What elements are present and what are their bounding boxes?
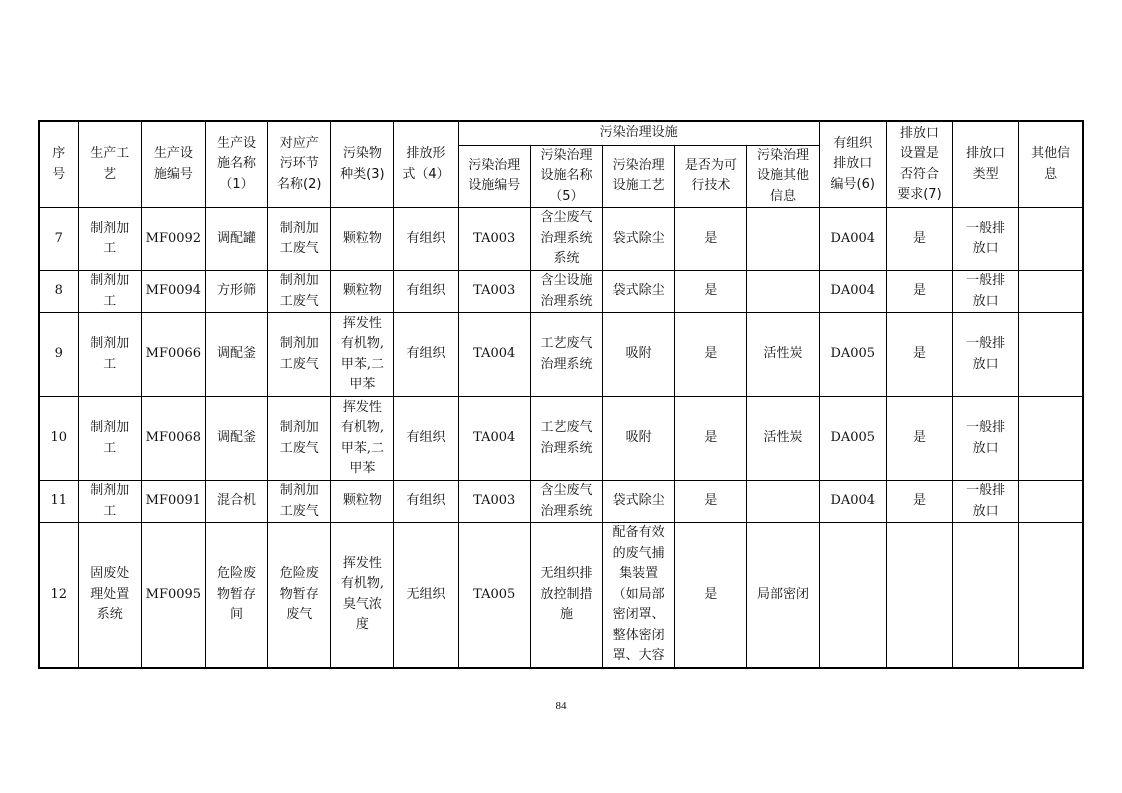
cell-facility-no: MF0068 bbox=[141, 397, 205, 481]
cell-outlet-compliant: 是 bbox=[886, 481, 952, 523]
table-row bbox=[39, 313, 1083, 397]
header-treat-name: 污染治理 设施名称 （5） bbox=[530, 145, 602, 208]
cell-pollution-node: 制剂加 工废气 bbox=[268, 313, 331, 397]
cell-treat-no: TA003 bbox=[458, 271, 530, 313]
cell-process: 制剂加 工 bbox=[78, 481, 141, 523]
cell-outlet-no: DA005 bbox=[819, 397, 886, 481]
header-emission-form: 排放形 式（4） bbox=[394, 121, 458, 208]
cell-feasible: 是 bbox=[675, 271, 747, 313]
cell-other bbox=[1019, 397, 1083, 481]
cell-outlet-compliant: 是 bbox=[886, 397, 952, 481]
cell-outlet-no: DA004 bbox=[819, 481, 886, 523]
cell-facility-name: 调配罐 bbox=[205, 208, 267, 271]
cell-treat-process: 吸附 bbox=[603, 397, 675, 481]
cell-emission-form: 无组织 bbox=[394, 523, 458, 668]
header-outlet-type: 排放口 类型 bbox=[953, 121, 1019, 208]
cell-outlet-no: DA004 bbox=[819, 208, 886, 271]
cell-treat-process: 袋式除尘 bbox=[603, 481, 675, 523]
cell-pollution-node: 制剂加 工废气 bbox=[268, 481, 331, 523]
cell-treat-other bbox=[747, 481, 819, 523]
cell-outlet-no: DA004 bbox=[819, 271, 886, 313]
header-treat-other: 污染治理 设施其他 信息 bbox=[747, 145, 819, 208]
cell-emission-form: 有组织 bbox=[394, 313, 458, 397]
cell-treat-name: 含尘设施 治理系统 bbox=[530, 271, 602, 313]
cell-treat-no: TA004 bbox=[458, 313, 530, 397]
cell-facility-no: MF0095 bbox=[141, 523, 205, 668]
cell-pollutant: 颗粒物 bbox=[331, 271, 394, 313]
header-facility-no: 生产设 施编号 bbox=[141, 121, 205, 208]
cell-outlet-compliant: 是 bbox=[886, 271, 952, 313]
header-seq: 序 号 bbox=[39, 121, 78, 208]
cell-pollutant: 挥发性 有机物, 臭气浓 度 bbox=[331, 523, 394, 668]
header-other: 其他信 息 bbox=[1019, 121, 1083, 208]
cell-outlet-type bbox=[953, 523, 1019, 668]
header-pollutant: 污染物 种类(3) bbox=[331, 121, 394, 208]
cell-feasible: 是 bbox=[675, 313, 747, 397]
cell-seq: 8 bbox=[39, 271, 78, 313]
cell-pollutant: 颗粒物 bbox=[331, 208, 394, 271]
table-row bbox=[39, 481, 1083, 523]
cell-facility-name: 混合机 bbox=[205, 481, 267, 523]
table-row bbox=[39, 397, 1083, 481]
cell-facility-name: 调配釜 bbox=[205, 397, 267, 481]
cell-pollution-node: 制剂加 工废气 bbox=[268, 208, 331, 271]
cell-facility-name: 方形筛 bbox=[205, 271, 267, 313]
header-outlet-no: 有组织 排放口 编号(6) bbox=[819, 121, 886, 208]
cell-emission-form: 有组织 bbox=[394, 481, 458, 523]
cell-pollutant: 颗粒物 bbox=[331, 481, 394, 523]
cell-outlet-type: 一般排 放口 bbox=[953, 481, 1019, 523]
cell-seq: 9 bbox=[39, 313, 78, 397]
cell-emission-form: 有组织 bbox=[394, 397, 458, 481]
cell-facility-no: MF0066 bbox=[141, 313, 205, 397]
cell-pollutant: 挥发性 有机物, 甲苯,二 甲苯 bbox=[331, 397, 394, 481]
cell-other bbox=[1019, 313, 1083, 397]
cell-process: 制剂加 工 bbox=[78, 313, 141, 397]
cell-other bbox=[1019, 481, 1083, 523]
cell-treat-name: 含尘废气 治理系统 bbox=[530, 481, 602, 523]
cell-other bbox=[1019, 208, 1083, 271]
cell-outlet-no: DA005 bbox=[819, 313, 886, 397]
cell-treat-process: 袋式除尘 bbox=[603, 271, 675, 313]
cell-seq: 10 bbox=[39, 397, 78, 481]
cell-outlet-no bbox=[819, 523, 886, 668]
cell-treat-no: TA004 bbox=[458, 397, 530, 481]
cell-outlet-type: 一般排 放口 bbox=[953, 397, 1019, 481]
cell-treat-other: 活性炭 bbox=[747, 397, 819, 481]
cell-pollution-node: 制剂加 工废气 bbox=[268, 397, 331, 481]
cell-treat-name: 工艺废气 治理系统 bbox=[530, 313, 602, 397]
cell-treat-other bbox=[747, 271, 819, 313]
table-row bbox=[39, 523, 1083, 668]
header-process: 生产工 艺 bbox=[78, 121, 141, 208]
header-pollution-node: 对应产 污环节 名称(2) bbox=[268, 121, 331, 208]
cell-feasible: 是 bbox=[675, 397, 747, 481]
cell-outlet-compliant: 是 bbox=[886, 208, 952, 271]
header-row-1 bbox=[39, 121, 1083, 145]
cell-other bbox=[1019, 523, 1083, 668]
cell-seq: 11 bbox=[39, 481, 78, 523]
cell-facility-no: MF0094 bbox=[141, 271, 205, 313]
cell-outlet-type: 一般排 放口 bbox=[953, 208, 1019, 271]
table-row bbox=[39, 208, 1083, 271]
cell-other bbox=[1019, 271, 1083, 313]
cell-feasible: 是 bbox=[675, 523, 747, 668]
cell-treat-process: 配备有效 的废气捕 集装置 （如局部 密闭罩、 整体密闭 罩、大容 bbox=[603, 523, 675, 668]
cell-facility-name: 危险废 物暂存 间 bbox=[205, 523, 267, 668]
cell-seq: 7 bbox=[39, 208, 78, 271]
cell-outlet-type: 一般排 放口 bbox=[953, 313, 1019, 397]
cell-treat-name: 无组织排 放控制措 施 bbox=[530, 523, 602, 668]
cell-treat-name: 含尘废气 治理系统 系统 bbox=[530, 208, 602, 271]
cell-emission-form: 有组织 bbox=[394, 208, 458, 271]
cell-pollution-node: 危险废 物暂存 废气 bbox=[268, 523, 331, 668]
cell-emission-form: 有组织 bbox=[394, 271, 458, 313]
header-treatment-group: 污染治理设施 bbox=[458, 121, 819, 145]
cell-treat-process: 袋式除尘 bbox=[603, 208, 675, 271]
page-number: 84 bbox=[555, 700, 567, 712]
table-row bbox=[39, 271, 1083, 313]
header-feasible: 是否为可 行技术 bbox=[675, 145, 747, 208]
cell-treat-process: 吸附 bbox=[603, 313, 675, 397]
cell-treat-no: TA005 bbox=[458, 523, 530, 668]
cell-treat-other bbox=[747, 208, 819, 271]
cell-seq: 12 bbox=[39, 523, 78, 668]
cell-feasible: 是 bbox=[675, 208, 747, 271]
cell-pollution-node: 制剂加 工废气 bbox=[268, 271, 331, 313]
cell-treat-name: 工艺废气 治理系统 bbox=[530, 397, 602, 481]
cell-treat-no: TA003 bbox=[458, 208, 530, 271]
cell-facility-no: MF0091 bbox=[141, 481, 205, 523]
cell-treat-other: 局部密闭 bbox=[747, 523, 819, 668]
cell-facility-name: 调配釜 bbox=[205, 313, 267, 397]
emission-facility-table bbox=[38, 120, 1084, 669]
cell-pollutant: 挥发性 有机物, 甲苯,二 甲苯 bbox=[331, 313, 394, 397]
cell-facility-no: MF0092 bbox=[141, 208, 205, 271]
cell-outlet-compliant: 是 bbox=[886, 313, 952, 397]
cell-outlet-type: 一般排 放口 bbox=[953, 271, 1019, 313]
cell-process: 制剂加 工 bbox=[78, 271, 141, 313]
cell-process: 固废处 理处置 系统 bbox=[78, 523, 141, 668]
cell-treat-no: TA003 bbox=[458, 481, 530, 523]
header-facility-name: 生产设 施名称 （1） bbox=[205, 121, 267, 208]
cell-process: 制剂加 工 bbox=[78, 208, 141, 271]
cell-feasible: 是 bbox=[675, 481, 747, 523]
header-treat-no: 污染治理 设施编号 bbox=[458, 145, 530, 208]
cell-process: 制剂加 工 bbox=[78, 397, 141, 481]
cell-treat-other: 活性炭 bbox=[747, 313, 819, 397]
header-treat-process: 污染治理 设施工艺 bbox=[603, 145, 675, 208]
cell-outlet-compliant bbox=[886, 523, 952, 668]
header-outlet-compliant: 排放口 设置是 否符合 要求(7) bbox=[886, 121, 952, 208]
